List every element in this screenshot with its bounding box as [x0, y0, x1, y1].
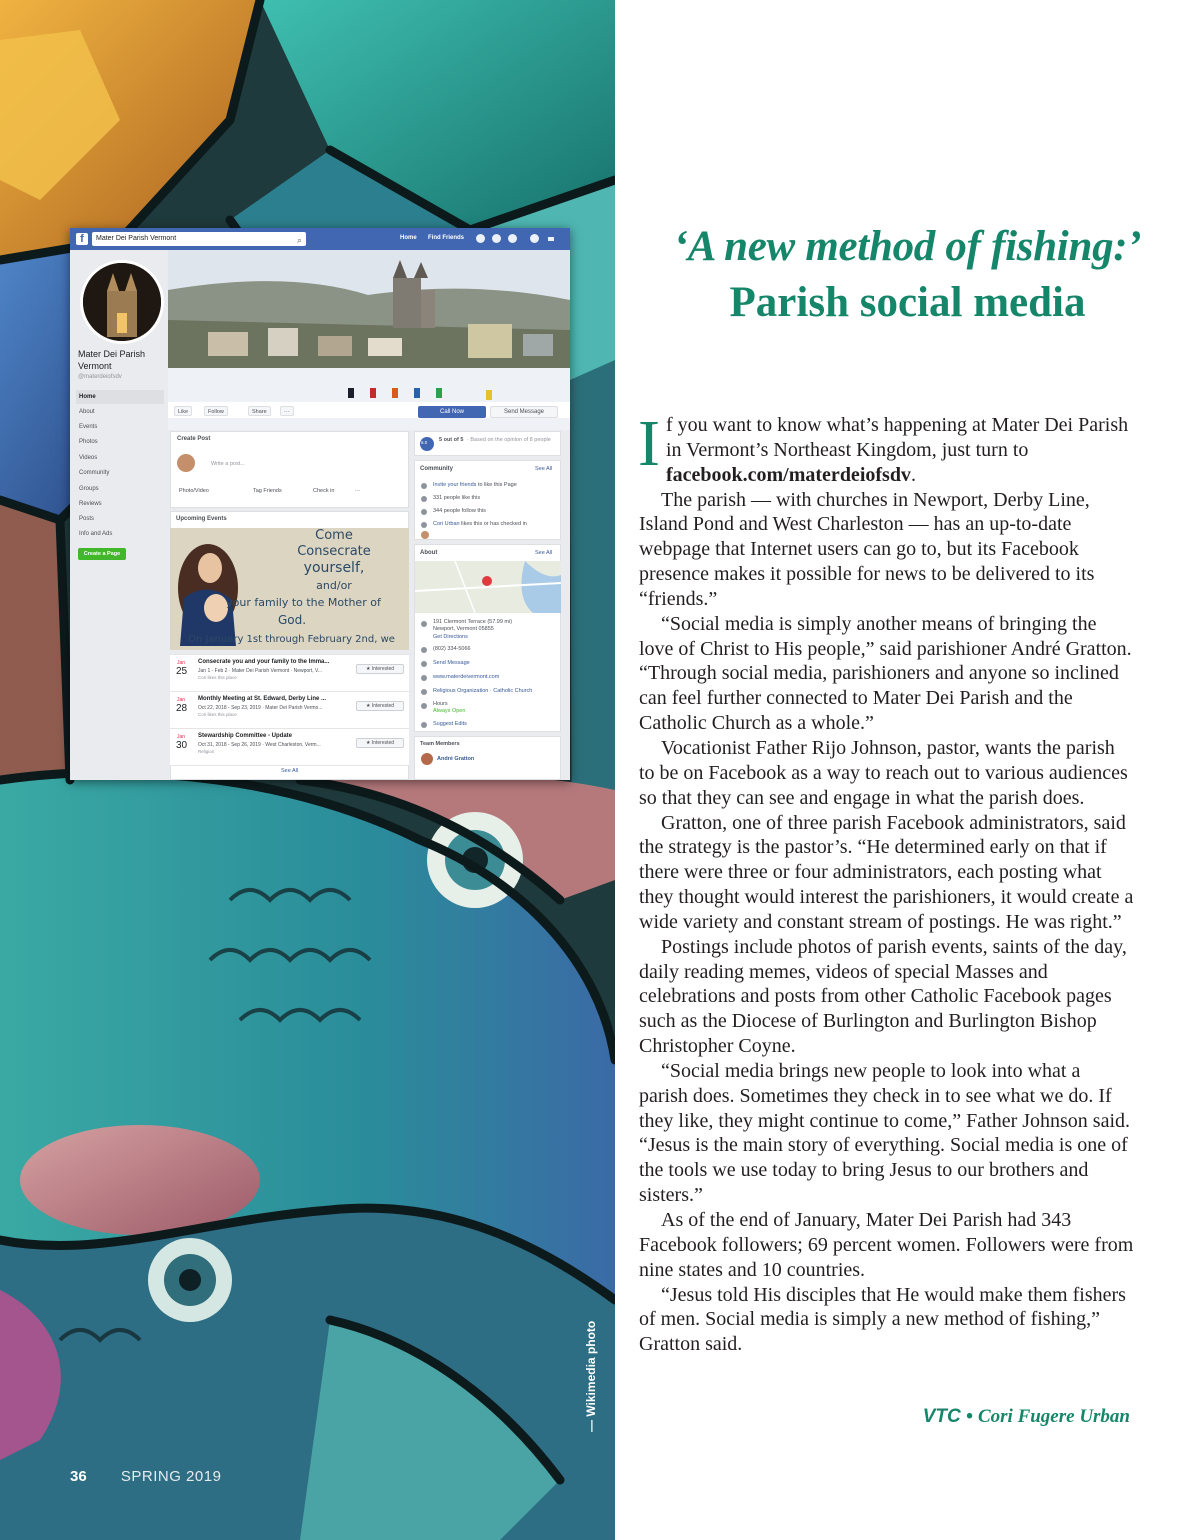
invite-friends-row	[433, 482, 517, 488]
friend-icon	[421, 522, 427, 528]
write-post-input[interactable]: Write a post...	[211, 461, 245, 467]
left-nav-groups[interactable]: Groups	[79, 486, 99, 492]
event-title[interactable]: Monthly Meeting at St. Edward, Derby Line ...	[198, 696, 327, 702]
likes-count: 331 people like this	[433, 495, 481, 501]
event-month: Jan	[177, 697, 186, 703]
facebook-url-link[interactable]: facebook.com/materdeiofsdv	[665, 463, 911, 486]
nav-find-friends[interactable]: Find Friends	[428, 235, 464, 241]
left-nav-events[interactable]: Events	[79, 424, 98, 430]
create-post-card	[170, 431, 409, 508]
friend-avatar	[421, 531, 429, 539]
user-avatar	[177, 454, 195, 472]
banner-line-6: God.	[277, 613, 307, 627]
community-title: Community	[420, 466, 453, 472]
event-note: Religion	[198, 749, 215, 754]
article-body	[638, 407, 1134, 1357]
byline-separator: •	[960, 1406, 978, 1427]
invite-icon	[421, 483, 427, 489]
friend-name-link[interactable]: Cori Urban	[433, 521, 460, 527]
city-line: Newport, Vermont 05855	[433, 626, 494, 632]
paragraph-1-end: .	[910, 463, 916, 486]
banner-line-3: yourself,	[303, 560, 365, 576]
interested-button[interactable]: ★ Interested	[356, 738, 404, 748]
events-see-all-link[interactable]: See All	[281, 768, 299, 774]
hours-value: Always Open	[433, 708, 466, 714]
paragraph-1-text: f you want to know what’s happening at Mater Dei Parish in Vermont’s Northeast Kingdom, just turn to	[665, 414, 1129, 461]
messenger-small-icon	[421, 661, 427, 667]
event-day: 25	[176, 666, 188, 677]
invite-friends-rest: to like this Page	[476, 482, 517, 488]
create-post-title: Create Post	[177, 436, 211, 442]
article-paragraph: The parish — with churches in Newport, Derby Line, Island Pond and West Charleston — has an up-to-date webpage that Internet users can go to, but its Facebook presence makes it possible for news to be delivered to its “friends.”	[639, 488, 1095, 610]
friends-icon[interactable]	[476, 234, 485, 243]
event-row[interactable]	[170, 691, 409, 729]
friend-activity-rest: likes this or has checked in	[459, 521, 527, 527]
create-page-button[interactable]: Create a Page	[78, 548, 126, 560]
banner-line-4: and/or	[316, 579, 352, 592]
call-now-button[interactable]: Call Now	[418, 406, 486, 418]
rating-detail: · Based on the opinion of 8 people	[467, 437, 551, 443]
help-icon[interactable]	[530, 234, 539, 243]
banner-line-2: Consecrate	[297, 544, 371, 559]
post-more-button[interactable]: ···	[355, 488, 361, 494]
event-details: Oct 31, 2018 - Sep 26, 2019 · West Charleston, Verm...	[198, 742, 321, 748]
facebook-page-handle: @materdeiofsdv	[78, 374, 122, 380]
drop-cap: I	[638, 407, 660, 480]
events-footer	[170, 765, 409, 780]
like-button[interactable]: Like	[174, 406, 192, 416]
facebook-logo-icon: f	[76, 233, 88, 245]
menu-caret-icon[interactable]	[548, 237, 554, 241]
event-note: Cori likes this place	[198, 675, 237, 680]
rating-text: 5 out of 5	[439, 437, 464, 443]
about-card	[414, 544, 561, 732]
article-paragraph: Gratton, one of three parish Facebook administrators, said the strategy is the pastor’s. “He determined early on that if there were three or four administrators, each posting what they thought would interest the parishioners, it would create a wide variety and constant stream of postings. He was right.”	[639, 811, 1134, 933]
facebook-search-input[interactable]: Mater Dei Parish Vermont ⌕	[92, 232, 306, 246]
article-paragraph-1	[638, 407, 1134, 488]
issue-label: SPRING 2019	[120, 1468, 222, 1485]
event-day: 30	[176, 740, 188, 751]
interested-button[interactable]: ★ Interested	[356, 664, 404, 674]
upcoming-events-header	[170, 511, 409, 528]
upcoming-events-title: Upcoming Events	[176, 516, 227, 522]
folio	[70, 1468, 221, 1485]
team-members-title: Team Members	[420, 741, 460, 747]
location-pin-icon	[421, 621, 427, 627]
byline	[820, 1406, 1130, 1428]
banner-line-1: Come	[315, 528, 353, 543]
article-paragraph: “Social media is simply another means of bringing the love of Christ to His people,” said parishioner André Gratton. “Through social media, parishioners and anyone so inclined can feel further connected to Mater Dei Parish and the Catholic Church as a whole.”	[639, 612, 1132, 735]
map-illustration	[415, 561, 561, 613]
community-card	[414, 460, 561, 540]
friend-activity	[433, 521, 527, 527]
suggest-edits-link[interactable]: Suggest Edits	[433, 721, 467, 727]
about-see-all-link[interactable]: See All	[535, 550, 553, 556]
search-icon: ⌕	[296, 235, 302, 245]
article-paragraph: As of the end of January, Mater Dei Parish had 343 Facebook followers; 69 percent women. Followers were from nine states and 10 countries.	[639, 1209, 1134, 1281]
community-see-all-link[interactable]: See All	[535, 466, 553, 472]
event-title[interactable]: Consecrate you and your family to the Imma...	[198, 659, 330, 665]
left-nav-about[interactable]: About	[79, 409, 95, 415]
facebook-page-name: Mater Dei Parish Vermont	[78, 349, 146, 371]
thumbs-up-icon	[421, 496, 427, 502]
article-paragraph: Postings include photos of parish events, saints of the day, daily reading memes, videos of special Masses and celebrations and posts from other Catholic Facebook pages such as the Diocese of Burlington and Burlington Bishop Christopher Coyne.	[639, 935, 1127, 1058]
category-icon	[421, 689, 427, 695]
left-nav-videos[interactable]: Videos	[79, 455, 98, 461]
byline-org: VTC	[922, 1406, 961, 1427]
check-in-button[interactable]: Check in	[313, 488, 335, 494]
send-message-button[interactable]: Send Message	[490, 406, 558, 418]
left-nav-posts[interactable]: Posts	[79, 516, 95, 522]
follow-button[interactable]: Follow	[204, 406, 228, 416]
photo-video-button[interactable]: Photo/Video	[179, 488, 209, 494]
article-paragraph: Vocationist Father Rijo Johnson, pastor, wants the parish to be on Facebook as a way to reach out to various audiences so that they can see and engage in what the parish does.	[639, 736, 1128, 809]
photo-credit: — Wikimedia photo	[584, 1320, 598, 1432]
rating-score: 5.0	[421, 440, 428, 445]
left-nav-home[interactable]: Home	[76, 390, 164, 404]
rating-card	[414, 431, 561, 456]
nav-home[interactable]: Home	[400, 235, 417, 241]
event-banner-image[interactable]	[170, 528, 409, 650]
event-details: Oct 22, 2018 - Sep 23, 2019 · Mater Dei Parish Vermo...	[198, 705, 323, 711]
pencil-icon	[421, 722, 427, 728]
rss-icon	[421, 509, 427, 515]
follows-count: 344 people follow this	[433, 508, 486, 514]
left-nav-reviews[interactable]: Reviews	[79, 501, 102, 507]
article-paragraph: “Social media brings new people to look into what a parish does. Sometimes they check in to see what we do. If they like, they might continue to come,” Father Johnson said. “Jesus is the main story of everything. Social media is one of the tools we use today to bring Jesus to our brothers and sisters.”	[639, 1059, 1131, 1207]
messenger-icon[interactable]	[492, 234, 501, 243]
globe-icon	[421, 675, 427, 681]
left-nav-photos[interactable]: Photos	[79, 439, 98, 445]
profile-church-illustration	[83, 263, 161, 341]
event-month: Jan	[177, 660, 186, 666]
facebook-page-screenshot	[70, 228, 570, 780]
interested-button[interactable]: ★ Interested	[356, 701, 404, 711]
banner-line-5: your family to the Mother of	[226, 596, 381, 609]
address-line: 191 Clermont Terrace (57.99 mi)	[433, 619, 513, 625]
event-note: Cori likes this place	[198, 712, 237, 717]
get-directions-link[interactable]: Get Directions	[433, 634, 468, 640]
tag-friends-button[interactable]: Tag Friends	[253, 488, 282, 494]
hours-label: Hours	[433, 701, 448, 707]
left-nav-community[interactable]: Community	[79, 470, 110, 476]
location-map[interactable]	[415, 561, 561, 613]
clock-icon	[421, 703, 427, 709]
notifications-icon[interactable]	[508, 234, 517, 243]
about-title: About	[420, 550, 438, 556]
banner-line-7: On January 1st through February 2nd, we	[188, 634, 395, 645]
phone-icon	[421, 647, 427, 653]
invite-friends-link[interactable]: Invite your friends	[433, 482, 477, 488]
event-title[interactable]: Stewardship Committee - Update	[198, 733, 293, 739]
event-row[interactable]	[170, 654, 409, 692]
headline-line-2: Parish social media	[729, 279, 1086, 326]
event-day: 28	[176, 703, 188, 714]
team-members-card	[414, 736, 561, 780]
website-link[interactable]: www.materdeivermont.com	[433, 674, 500, 680]
profile-picture[interactable]	[80, 260, 164, 344]
page-number: 36	[70, 1468, 87, 1485]
team-member-name[interactable]: André Gratton	[437, 756, 475, 762]
more-button[interactable]: ···	[280, 406, 294, 416]
facebook-topbar	[70, 228, 570, 250]
event-row[interactable]	[170, 728, 409, 766]
headline-line-1: ‘A new method of fishing:’	[673, 223, 1142, 270]
team-member-avatar	[421, 753, 433, 765]
phone-number: (802) 334-5066	[433, 646, 471, 652]
about-send-message-link[interactable]: Send Message	[433, 660, 470, 666]
article-paragraph: “Jesus told His disciples that He would make them fishers of men. Social media is simply a new method of fishing,” Gratton said.	[639, 1283, 1126, 1356]
share-button[interactable]: Share	[248, 406, 271, 416]
category-link[interactable]: Religious Organization · Catholic Church	[433, 688, 533, 694]
byline-author: Cori Fugere Urban	[977, 1406, 1130, 1427]
left-nav-info-ads[interactable]: Info and Ads	[79, 531, 113, 537]
event-details: Jan 1 - Feb 2 · Mater Dei Parish Vermont · Newport, V...	[198, 668, 323, 674]
event-month: Jan	[177, 734, 186, 740]
